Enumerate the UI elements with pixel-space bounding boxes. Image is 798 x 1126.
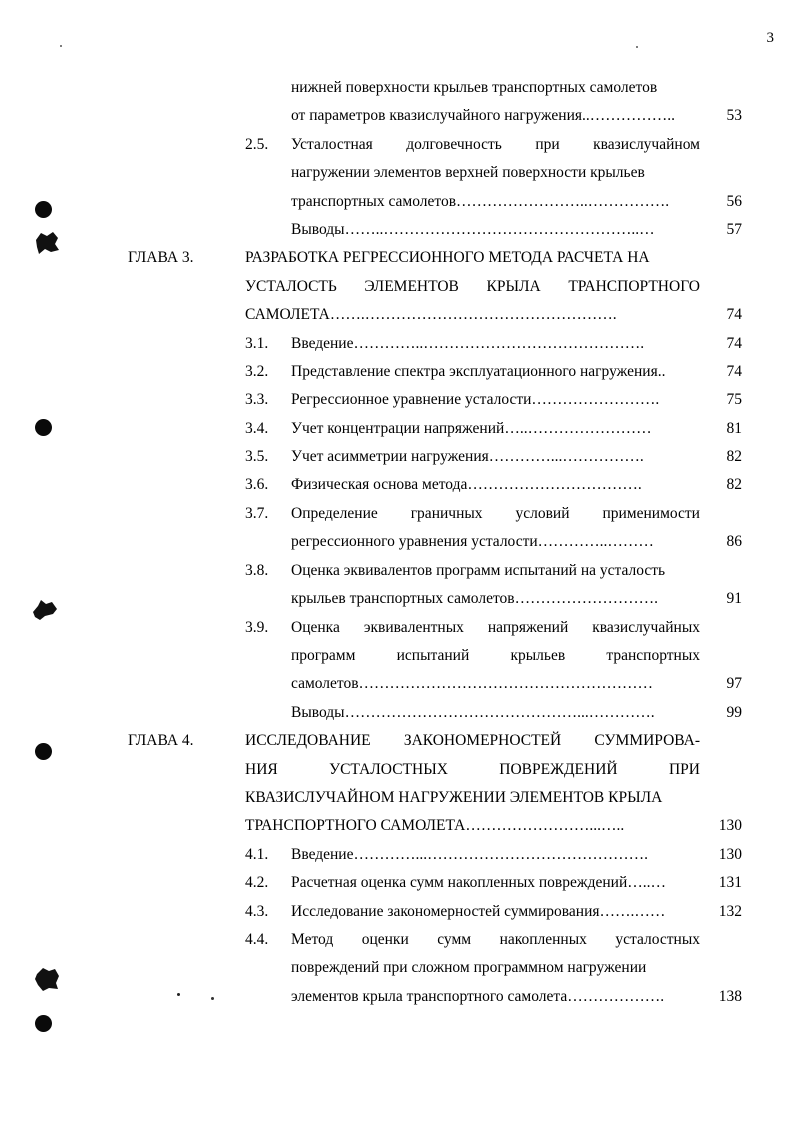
ink-blot: [33, 966, 61, 992]
toc-section-number: 3.5.: [245, 448, 269, 465]
toc-line: Оценка эквивалентов программ испытаний на усталость: [291, 562, 666, 579]
chapter-title-line: САМОЛЕТА…….………………………………………….: [245, 306, 617, 323]
toc-line: Введение…………...…………………………………….: [291, 846, 648, 863]
toc-word: граничных: [410, 505, 483, 522]
toc-line: Выводы………………………………………...………….: [291, 704, 655, 721]
toc-page-number: 91: [726, 590, 742, 607]
toc-word: ТРАНСПОРТНОГО: [568, 278, 700, 295]
ink-blot: [31, 596, 59, 622]
chapter-title-line: [245, 273, 700, 301]
toc-word: испытаний: [396, 647, 470, 664]
toc-page-number: 53: [726, 107, 742, 124]
chapter-title-line: ТРАНСПОРТНОГО САМОЛЕТА……………………...…..: [245, 817, 625, 834]
toc-word: ЭЛЕМЕНТОВ: [364, 278, 459, 295]
toc-page-number: 82: [726, 476, 742, 493]
toc-word: условий: [515, 505, 570, 522]
binder-hole: [35, 201, 52, 218]
toc-word: применимости: [602, 505, 700, 522]
scan-speck: [211, 997, 214, 1000]
toc-page-number: 74: [726, 363, 742, 380]
toc-line: регрессионного уравнения усталости…………..………: [291, 533, 654, 550]
toc-page-number: 132: [718, 903, 742, 920]
scan-speck: [60, 45, 62, 47]
toc-word: Усталостная: [291, 136, 373, 153]
toc-section-number: 4.3.: [245, 903, 269, 920]
toc-section-number: 4.4.: [245, 931, 269, 948]
binder-hole: [35, 743, 52, 760]
toc-word: УСТАЛОСТНЫХ: [329, 761, 448, 778]
toc-section-number: 3.2.: [245, 363, 269, 380]
toc-section-number: 2.5.: [245, 136, 269, 153]
toc-word: НИЯ: [245, 761, 278, 778]
toc-word: напряжений: [487, 619, 569, 636]
toc-page-number: 81: [726, 420, 742, 437]
toc-section-number: 3.3.: [245, 391, 269, 408]
toc-page-number: 99: [726, 704, 742, 721]
toc-line: самолетов…………………………………………………: [291, 675, 654, 692]
toc-line: [291, 500, 700, 528]
toc-line: элементов крыла транспортного самолета……………….: [291, 988, 665, 1005]
binder-hole: [35, 419, 52, 436]
chapter-title-line: [245, 727, 700, 755]
chapter-title-line: КВАЗИСЛУЧАЙНОМ НАГРУЖЕНИИ ЭЛЕМЕНТОВ КРЫЛА: [245, 789, 663, 806]
toc-word: ПРИ: [668, 761, 700, 778]
toc-page-number: 74: [726, 335, 742, 352]
toc-line: транспортных самолетов……………………..…………….: [291, 193, 670, 210]
toc-line: Представление спектра эксплуатационного нагружения..: [291, 363, 666, 380]
toc-page-number: 82: [726, 448, 742, 465]
toc-word: эквивалентных: [363, 619, 464, 636]
toc-section-number: 3.8.: [245, 562, 269, 579]
toc-line: Выводы……..…………………………………………..…: [291, 221, 655, 238]
toc-word: Метод: [291, 931, 334, 948]
toc-page-number: 86: [726, 533, 742, 550]
toc-word: СУММИРОВА-: [594, 732, 700, 749]
chapter-title-line: [245, 756, 700, 784]
toc-page-number: 138: [718, 988, 742, 1005]
toc-word: ЗАКОНОМЕРНОСТЕЙ: [403, 732, 562, 749]
toc-word: транспортных: [606, 647, 700, 664]
toc-section-number: 3.6.: [245, 476, 269, 493]
toc-section-number: 4.2.: [245, 874, 269, 891]
toc-line: [291, 614, 700, 642]
toc-word: Определение: [291, 505, 378, 522]
toc-section-number: 3.4.: [245, 420, 269, 437]
scan-speck: [636, 46, 638, 48]
toc-line: [291, 926, 700, 954]
toc-line: Учет концентрации напряжений…..……………………: [291, 420, 652, 437]
toc-word: оценки: [361, 931, 409, 948]
toc-word: крыльев: [510, 647, 566, 664]
toc-page-number: 97: [726, 675, 742, 692]
toc-line: Регрессионное уравнение усталости…………………….: [291, 391, 660, 408]
toc-line: [291, 131, 700, 159]
toc-word: квазислучайных: [592, 619, 700, 636]
toc-line: Расчетная оценка сумм накопленных повреждений…..…: [291, 874, 666, 891]
toc-word: усталостных: [615, 931, 700, 948]
toc-line: Исследование закономерностей суммирования…….……: [291, 903, 666, 920]
toc-word: квазислучайном: [593, 136, 700, 153]
toc-section-number: 4.1.: [245, 846, 269, 863]
chapter-label: ГЛАВА 3.: [128, 249, 194, 266]
toc-word: ИССЛЕДОВАНИЕ: [245, 732, 371, 749]
toc-line: Учет асимметрии нагружения…………...…………….: [291, 448, 644, 465]
toc-page-number: 75: [726, 391, 742, 408]
toc-line: крыльев транспортных самолетов……………………….: [291, 590, 658, 607]
binder-hole: [35, 1015, 52, 1032]
toc-word: УСТАЛОСТЬ: [245, 278, 337, 295]
toc-word: программ: [291, 647, 356, 664]
toc-line: Физическая основа метода…………………………….: [291, 476, 642, 493]
toc-line: Введение…………..…………………………………….: [291, 335, 645, 352]
toc-line: повреждений при сложном программном нагружении: [291, 959, 647, 976]
toc-page-number: 56: [726, 193, 742, 210]
toc-word: накопленных: [499, 931, 587, 948]
toc-line: нагружении элементов верхней поверхности крыльев: [291, 164, 645, 181]
toc-page-number: 130: [718, 846, 742, 863]
toc-page-number: 57: [726, 221, 742, 238]
toc-word: при: [535, 136, 560, 153]
chapter-title-line: РАЗРАБОТКА РЕГРЕССИОННОГО МЕТОДА РАСЧЕТА НА: [245, 249, 650, 266]
toc-page-number: 131: [718, 874, 742, 891]
scan-speck: [177, 993, 180, 996]
toc-page-number: 130: [718, 817, 742, 834]
ink-blot: [33, 230, 61, 256]
toc-line: от параметров квазислучайного нагружения..……………..: [291, 107, 675, 124]
toc-word: КРЫЛА: [486, 278, 541, 295]
chapter-label: ГЛАВА 4.: [128, 732, 194, 749]
toc-line: [291, 642, 700, 670]
toc-word: сумм: [437, 931, 472, 948]
page-number: 3: [766, 30, 774, 46]
toc-section-number: 3.1.: [245, 335, 269, 352]
toc-word: долговечность: [406, 136, 502, 153]
toc-page-number: 74: [726, 306, 742, 323]
toc-section-number: 3.7.: [245, 505, 269, 522]
toc-section-number: 3.9.: [245, 619, 269, 636]
toc-word: Оценка: [291, 619, 340, 636]
toc-word: ПОВРЕЖДЕНИЙ: [499, 761, 618, 778]
toc-line: нижней поверхности крыльев транспортных самолетов: [291, 79, 658, 96]
